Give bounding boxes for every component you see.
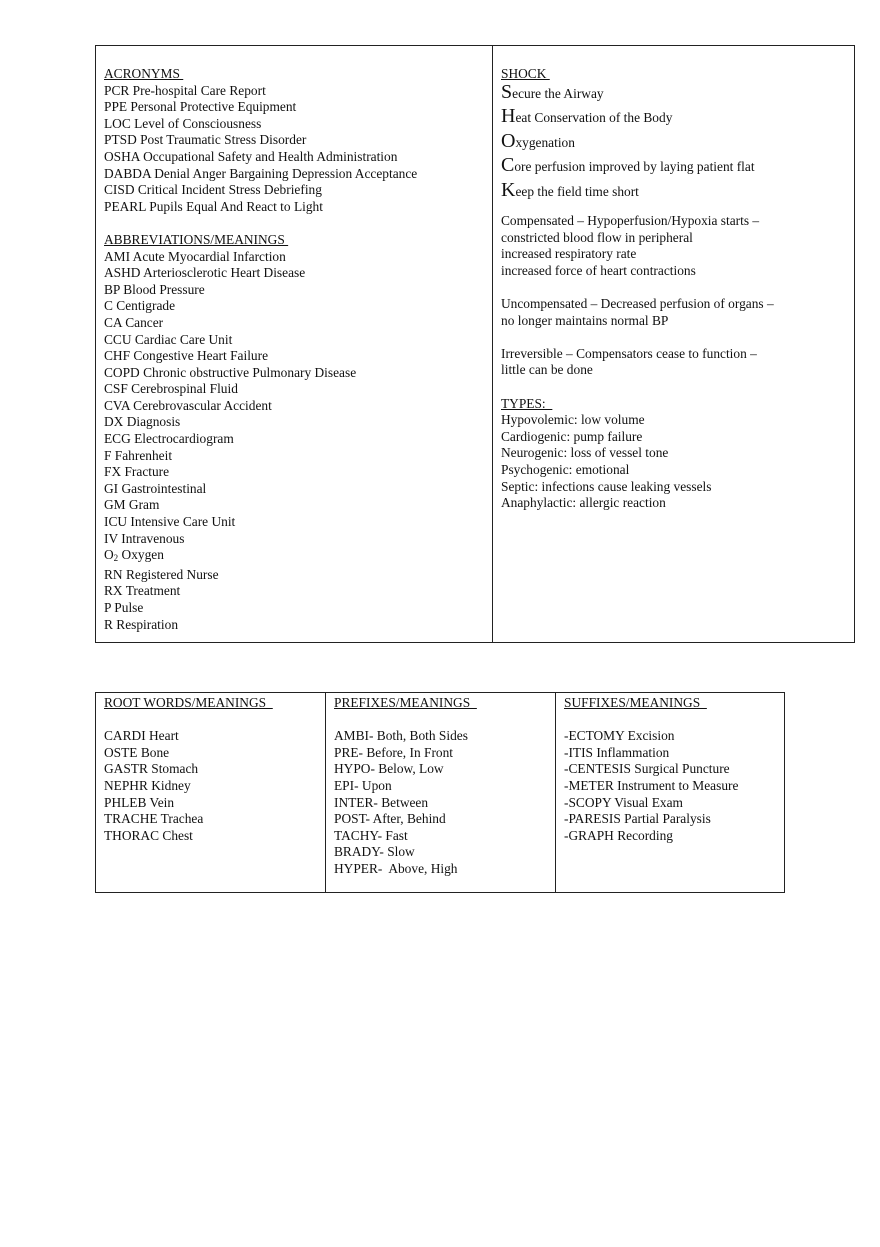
suffixes-heading: SUFFIXES/MEANINGS [564, 695, 707, 710]
shock-cell [493, 46, 854, 642]
spacer [104, 215, 492, 232]
acronym-item: OSHA Occupational Safety and Health Administration [104, 148, 398, 164]
prefix-item: POST- After, Behind [334, 811, 446, 827]
prefix-item: EPI- Upon [334, 777, 392, 793]
abbreviation-item: CHF Congestive Heart Failure [104, 348, 269, 364]
irreversible-line: little can be done [501, 362, 593, 378]
abbreviation-item: P Pulse [104, 600, 144, 615]
abbreviations-list [104, 249, 492, 634]
compensated-line: Compensated – Hypoperfusion/Hypoxia starts – [501, 213, 760, 229]
abbreviation-item: BP Blood Pressure [104, 281, 205, 297]
abbreviation-item: ASHD Arteriosclerotic Heart Disease [104, 265, 306, 281]
mnemonic-text: eep the field time short [515, 183, 639, 199]
abbreviation-item: CCU Cardiac Care Unit [104, 331, 233, 347]
suffix-item: -ECTOMY Excision [564, 728, 675, 744]
uncompensated-line: Uncompensated – Decreased perfusion of organs – [501, 296, 774, 312]
suffix-item: -METER Instrument to Measure [564, 777, 739, 793]
suffix-item: -PARESIS Partial Paralysis [564, 811, 711, 827]
root-word-item: TRACHE Trachea [104, 811, 204, 827]
spacer [501, 379, 854, 396]
root-word-item: PHLEB Vein [104, 794, 175, 810]
type-item: Psychogenic: emotional [501, 462, 630, 477]
bottom-table [95, 692, 785, 893]
abbreviation-item: ECG Electrocardiogram [104, 431, 234, 447]
abbreviation-item: AMI Acute Myocardial Infarction [104, 248, 286, 264]
root-word-item: CARDI Heart [104, 728, 179, 744]
abbreviation-item: GM Gram [104, 497, 160, 513]
abbreviation-item-oxygen [104, 547, 492, 567]
acronym-item: PPE Personal Protective Equipment [104, 99, 297, 115]
mnemonic-item [501, 81, 854, 106]
uncompensated-line: no longer maintains normal BP [501, 312, 669, 328]
top-table [95, 45, 855, 643]
mnemonic-letter: S [501, 80, 513, 103]
abbreviation-item: RN Registered Nurse [104, 566, 219, 582]
suffix-item: -SCOPY Visual Exam [564, 794, 683, 810]
compensated-line: increased force of heart contractions [501, 262, 696, 278]
spacer [501, 329, 854, 346]
acronym-item: LOC Level of Consciousness [104, 115, 262, 131]
mnemonic-item [501, 130, 854, 155]
root-word-item: THORAC Chest [104, 827, 193, 843]
root-word-item: OSTE Bone [104, 744, 170, 760]
prefix-item: HYPER- Above, High [334, 860, 458, 876]
mnemonic-letter: C [501, 154, 515, 177]
root-word-item: NEPHR Kidney [104, 777, 191, 793]
type-item: Cardiogenic: pump failure [501, 428, 643, 444]
prefix-item: HYPO- Below, Low [334, 761, 444, 777]
irreversible-line: Irreversible – Compensators cease to function – [501, 345, 757, 361]
prefix-item: TACHY- Fast [334, 827, 408, 843]
types-heading: TYPES: [501, 395, 553, 411]
root-word-item: GASTR Stomach [104, 761, 199, 777]
type-item: Anaphylactic: allergic reaction [501, 495, 666, 511]
mnemonic-letter: H [501, 105, 516, 128]
prefix-item: BRADY- Slow [334, 844, 415, 860]
abbreviation-item: CVA Cerebrovascular Accident [104, 397, 272, 413]
acronyms-heading: ACRONYMS [104, 66, 184, 81]
mnemonic-letter: K [501, 178, 516, 201]
prefix-item: PRE- Before, In Front [334, 744, 454, 760]
abbreviation-item: F Fahrenheit [104, 447, 173, 463]
suffix-item: -GRAPH Recording [564, 827, 673, 843]
mnemonic-letter: O [501, 129, 516, 152]
compensated-block [501, 213, 854, 279]
oxygen-symbol: O [104, 547, 114, 563]
prefixes-cell [326, 693, 556, 892]
shock-mnemonic [501, 81, 854, 204]
type-item: Septic: infections cause leaking vessels [501, 478, 712, 494]
abbreviation-item: FX Fracture [104, 464, 170, 480]
irreversible-block [501, 346, 854, 379]
mnemonic-text: ore perfusion improved by laying patient flat [514, 159, 755, 175]
mnemonic-text: ecure the Airway [512, 85, 604, 101]
abbreviation-item: CSF Cerebrospinal Fluid [104, 381, 238, 397]
mnemonic-item [501, 179, 854, 204]
types-list [501, 412, 854, 512]
abbreviation-item: RX Treatment [104, 583, 181, 599]
acronym-item: PEARL Pupils Equal And React to Light [104, 198, 323, 214]
acronym-item: CISD Critical Incident Stress Debriefing [104, 182, 322, 198]
root-words-cell [96, 693, 326, 892]
abbreviation-item: CA Cancer [104, 314, 164, 330]
spacer [564, 712, 784, 729]
acronym-item: PTSD Post Traumatic Stress Disorder [104, 132, 307, 148]
abbreviation-item: IV Intravenous [104, 530, 185, 546]
abbreviations-heading: ABBREVIATIONS/MEANINGS [104, 231, 289, 247]
mnemonic-text: xygenation [515, 134, 575, 150]
prefixes-heading: PREFIXES/MEANINGS [334, 695, 477, 710]
uncompensated-block [501, 296, 854, 329]
acronym-item: DABDA Denial Anger Bargaining Depression Acceptance [104, 165, 418, 181]
acronyms-list [104, 83, 492, 216]
mnemonic-item [501, 154, 854, 179]
compensated-line: increased respiratory rate [501, 246, 637, 262]
abbreviation-item: R Respiration [104, 616, 179, 632]
spacer [334, 712, 555, 729]
spacer [501, 203, 854, 213]
prefix-item: AMBI- Both, Both Sides [334, 728, 468, 744]
mnemonic-text: eat Conservation of the Body [515, 110, 673, 126]
shock-heading: SHOCK [501, 66, 550, 81]
compensated-line: constricted blood flow in peripheral [501, 229, 693, 245]
suffixes-cell [556, 693, 784, 892]
suffix-item: -ITIS Inflammation [564, 744, 670, 760]
oxygen-subscript: 2 [113, 553, 119, 564]
root-words-heading: ROOT WORDS/MEANINGS [104, 695, 273, 710]
abbreviation-item: COPD Chronic obstructive Pulmonary Disease [104, 364, 357, 380]
type-item: Hypovolemic: low volume [501, 412, 645, 428]
abbreviation-item: ICU Intensive Care Unit [104, 514, 236, 530]
abbreviation-item: C Centigrade [104, 298, 176, 314]
suffix-item: -CENTESIS Surgical Puncture [564, 761, 730, 777]
acronym-item: PCR Pre-hospital Care Report [104, 82, 266, 98]
abbreviation-item: DX Diagnosis [104, 414, 181, 430]
type-item: Neurogenic: loss of vessel tone [501, 445, 669, 461]
spacer [104, 712, 325, 729]
abbreviation-item: GI Gastrointestinal [104, 480, 207, 496]
mnemonic-item [501, 105, 854, 130]
spacer [501, 279, 854, 296]
oxygen-meaning: Oxygen [118, 547, 164, 563]
acronyms-abbreviations-cell [96, 46, 493, 642]
prefix-item: INTER- Between [334, 794, 429, 810]
